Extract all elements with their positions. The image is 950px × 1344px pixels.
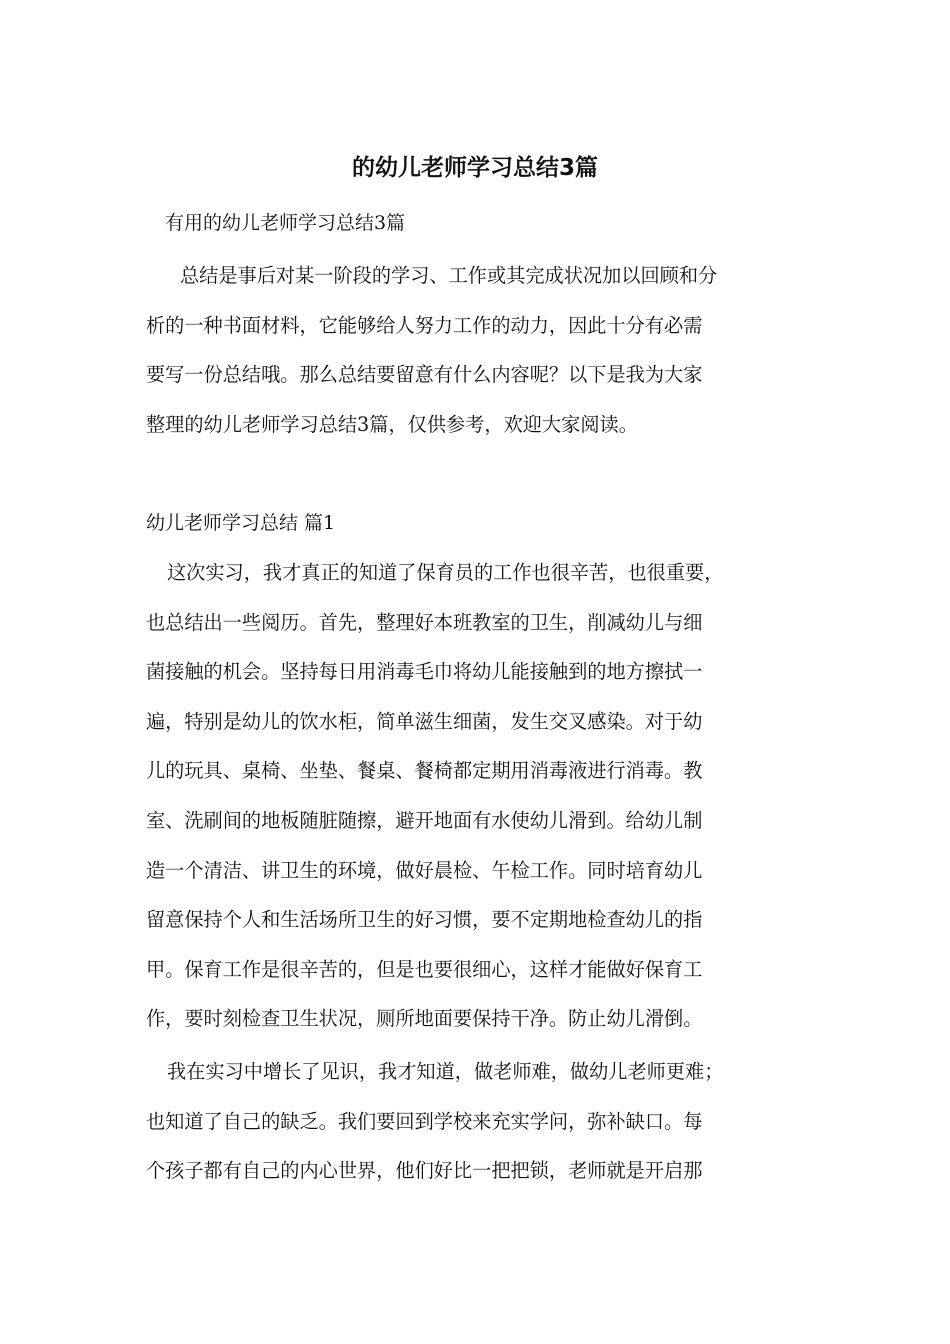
paragraph-line: 遍，特别是幼儿的饮水柜，简单滋生细菌，发生交叉感染。对于幼 — [146, 709, 703, 733]
paragraph-line: 留意保持个人和生活场所卫生的好习惯，要不定期地检查幼儿的指 — [146, 908, 703, 932]
paragraph-line: 这次实习，我才真正的知道了保育员的工作也很辛苦，也很重要， — [167, 561, 724, 584]
document-subtitle: 有用的幼儿老师学习总结3篇 — [165, 212, 406, 234]
section-heading: 幼儿老师学习总结 篇1 — [146, 512, 336, 534]
paragraph-line: 也知道了自己的缺乏。我们要回到学校来充实学问，弥补缺口。每 — [146, 1109, 703, 1133]
paragraph-line: 室、洗刷间的地板随脏随擦，避开地面有水使幼儿滑到。给幼儿制 — [146, 808, 703, 832]
paragraph-line: 我在实习中增长了见识，我才知道，做老师难，做幼儿老师更难； — [167, 1060, 724, 1083]
body-paragraph-1 — [146, 548, 806, 1044]
intro-paragraph — [146, 251, 806, 449]
paragraph-line: 甲。保育工作是很辛苦的，但是也要很细心，这样才能做好保育工 — [146, 957, 703, 981]
paragraph-line: 也总结出一些阅历。首先，整理好本班教室的卫生，削减幼儿与细 — [146, 610, 703, 634]
paragraph-line: 儿的玩具、桌椅、坐垫、餐桌、餐椅都定期用消毒液进行消毒。教 — [146, 759, 703, 783]
paragraph-line: 作，要时刻检查卫生状况，厕所地面要保持干净。防止幼儿滑倒。 — [146, 1007, 703, 1031]
intro-line: 析的一种书面材料，它能够给人努力工作的动力，因此十分有必需 — [146, 313, 703, 337]
body-paragraph-2 — [146, 1047, 806, 1196]
paragraph-line: 个孩子都有自己的内心世界，他们好比一把把锁，老师就是开启那 — [146, 1159, 703, 1183]
document-title: 的幼儿老师学习总结3篇 — [351, 155, 598, 181]
paragraph-line: 菌接触的机会。坚持每日用消毒毛巾将幼儿能接触到的地方擦拭一 — [146, 660, 703, 684]
intro-line: 整理的幼儿老师学习总结3篇，仅供参考，欢迎大家阅读。 — [146, 412, 638, 436]
paragraph-line: 造一个清洁、讲卫生的环境，做好晨检、午检工作。同时培育幼儿 — [146, 858, 703, 882]
intro-line: 总结是事后对某一阶段的学习、工作或其完成状况加以回顾和分 — [180, 264, 718, 287]
intro-line: 要写一份总结哦。那么总结要留意有什么内容呢？以下是我为大家 — [146, 363, 703, 387]
